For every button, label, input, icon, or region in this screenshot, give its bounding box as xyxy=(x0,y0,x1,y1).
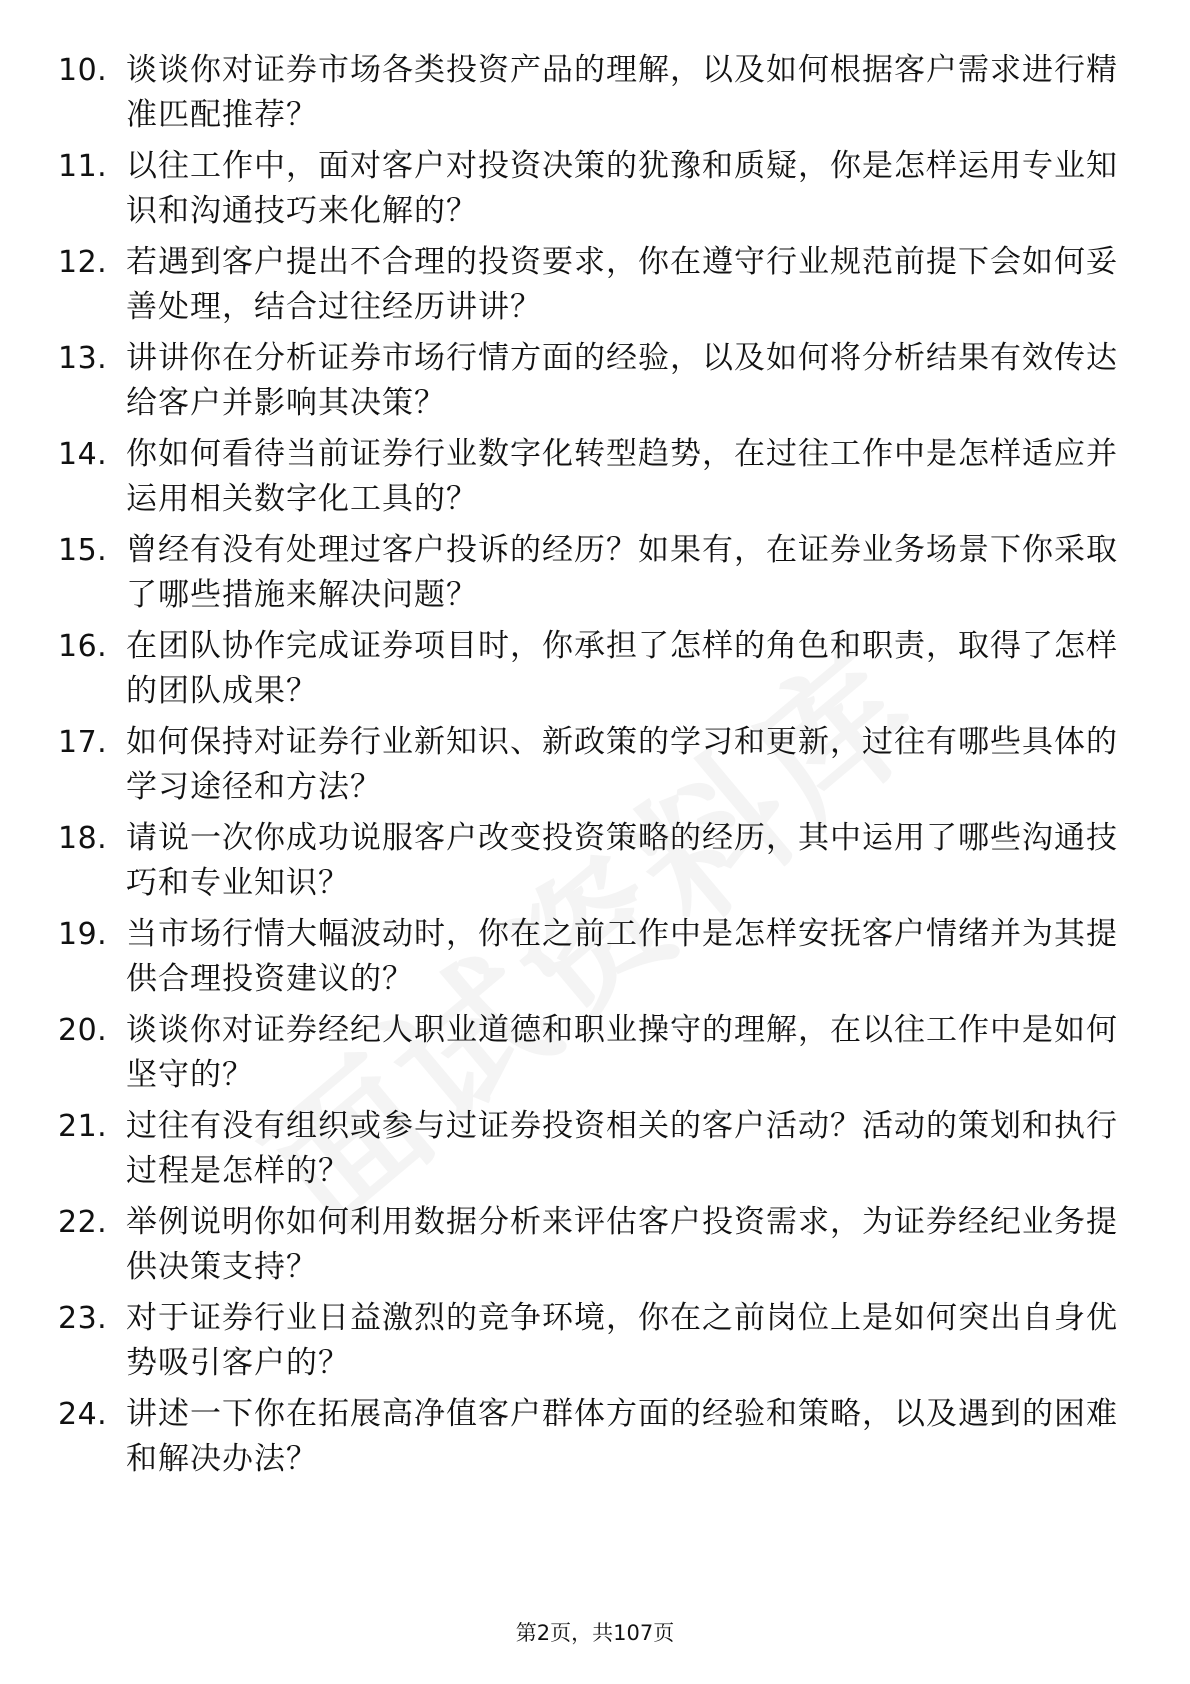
question-number: 17. xyxy=(58,725,108,760)
question-item xyxy=(0,432,1190,532)
question-item xyxy=(0,1008,1190,1108)
question-number: 18. xyxy=(58,821,108,856)
question-item xyxy=(0,816,1190,916)
question-item xyxy=(0,912,1190,1012)
question-text: 举例说明你如何利用数据分析来评估客户投资需求，为证券经纪业务提供决策支持？ xyxy=(126,1204,1118,1285)
question-number: 15. xyxy=(58,533,108,568)
question-item xyxy=(0,1104,1190,1204)
question-number: 24. xyxy=(58,1397,108,1432)
question-text: 对于证券行业日益激烈的竞争环境，你在之前岗位上是如何突出自身优势吸引客户的？ xyxy=(126,1300,1118,1381)
question-number: 21. xyxy=(58,1109,108,1144)
question-item xyxy=(0,240,1190,340)
question-text: 若遇到客户提出不合理的投资要求，你在遵守行业规范前提下会如何妥善处理，结合过往经历讲讲？ xyxy=(126,244,1118,325)
question-item xyxy=(0,624,1190,724)
question-text: 你如何看待当前证券行业数字化转型趋势，在过往工作中是怎样适应并运用相关数字化工具的？ xyxy=(126,436,1118,517)
question-item xyxy=(0,48,1190,148)
question-text: 讲述一下你在拓展高净值客户群体方面的经验和策略，以及遇到的困难和解决办法？ xyxy=(126,1396,1118,1477)
question-text: 以往工作中，面对客户对投资决策的犹豫和质疑，你是怎样运用专业知识和沟通技巧来化解的？ xyxy=(126,148,1118,229)
question-number: 23. xyxy=(58,1301,108,1336)
question-text: 讲讲你在分析证券市场行情方面的经验，以及如何将分析结果有效传达给客户并影响其决策？ xyxy=(126,340,1118,421)
question-item xyxy=(0,1296,1190,1396)
question-item xyxy=(0,528,1190,628)
question-number: 10. xyxy=(58,53,108,88)
question-text: 过往有没有组织或参与过证券投资相关的客户活动？活动的策划和执行过程是怎样的？ xyxy=(126,1108,1118,1189)
question-text: 曾经有没有处理过客户投诉的经历？如果有，在证券业务场景下你采取了哪些措施来解决问题？ xyxy=(126,532,1118,613)
question-text: 谈谈你对证券市场各类投资产品的理解，以及如何根据客户需求进行精准匹配推荐？ xyxy=(126,52,1118,133)
question-text: 在团队协作完成证券项目时，你承担了怎样的角色和职责，取得了怎样的团队成果？ xyxy=(126,628,1118,709)
question-number: 13. xyxy=(58,341,108,376)
question-text: 当市场行情大幅波动时，你在之前工作中是怎样安抚客户情绪并为其提供合理投资建议的？ xyxy=(126,916,1118,997)
question-item xyxy=(0,336,1190,436)
question-number: 20. xyxy=(58,1013,108,1048)
question-text: 请说一次你成功说服客户改变投资策略的经历，其中运用了哪些沟通技巧和专业知识？ xyxy=(126,820,1118,901)
question-item xyxy=(0,720,1190,820)
question-item xyxy=(0,1200,1190,1300)
question-number: 11. xyxy=(58,149,108,184)
question-item xyxy=(0,144,1190,244)
question-number: 22. xyxy=(58,1205,108,1240)
question-number: 12. xyxy=(58,245,108,280)
question-number: 16. xyxy=(58,629,108,664)
question-text: 如何保持对证券行业新知识、新政策的学习和更新，过往有哪些具体的学习途径和方法？ xyxy=(126,724,1118,805)
question-text: 谈谈你对证券经纪人职业道德和职业操守的理解，在以往工作中是如何坚守的？ xyxy=(126,1012,1118,1093)
question-number: 19. xyxy=(58,917,108,952)
page-indicator: 第2页，共107页 xyxy=(515,1621,675,1645)
question-number: 14. xyxy=(58,437,108,472)
question-item xyxy=(0,1392,1190,1492)
